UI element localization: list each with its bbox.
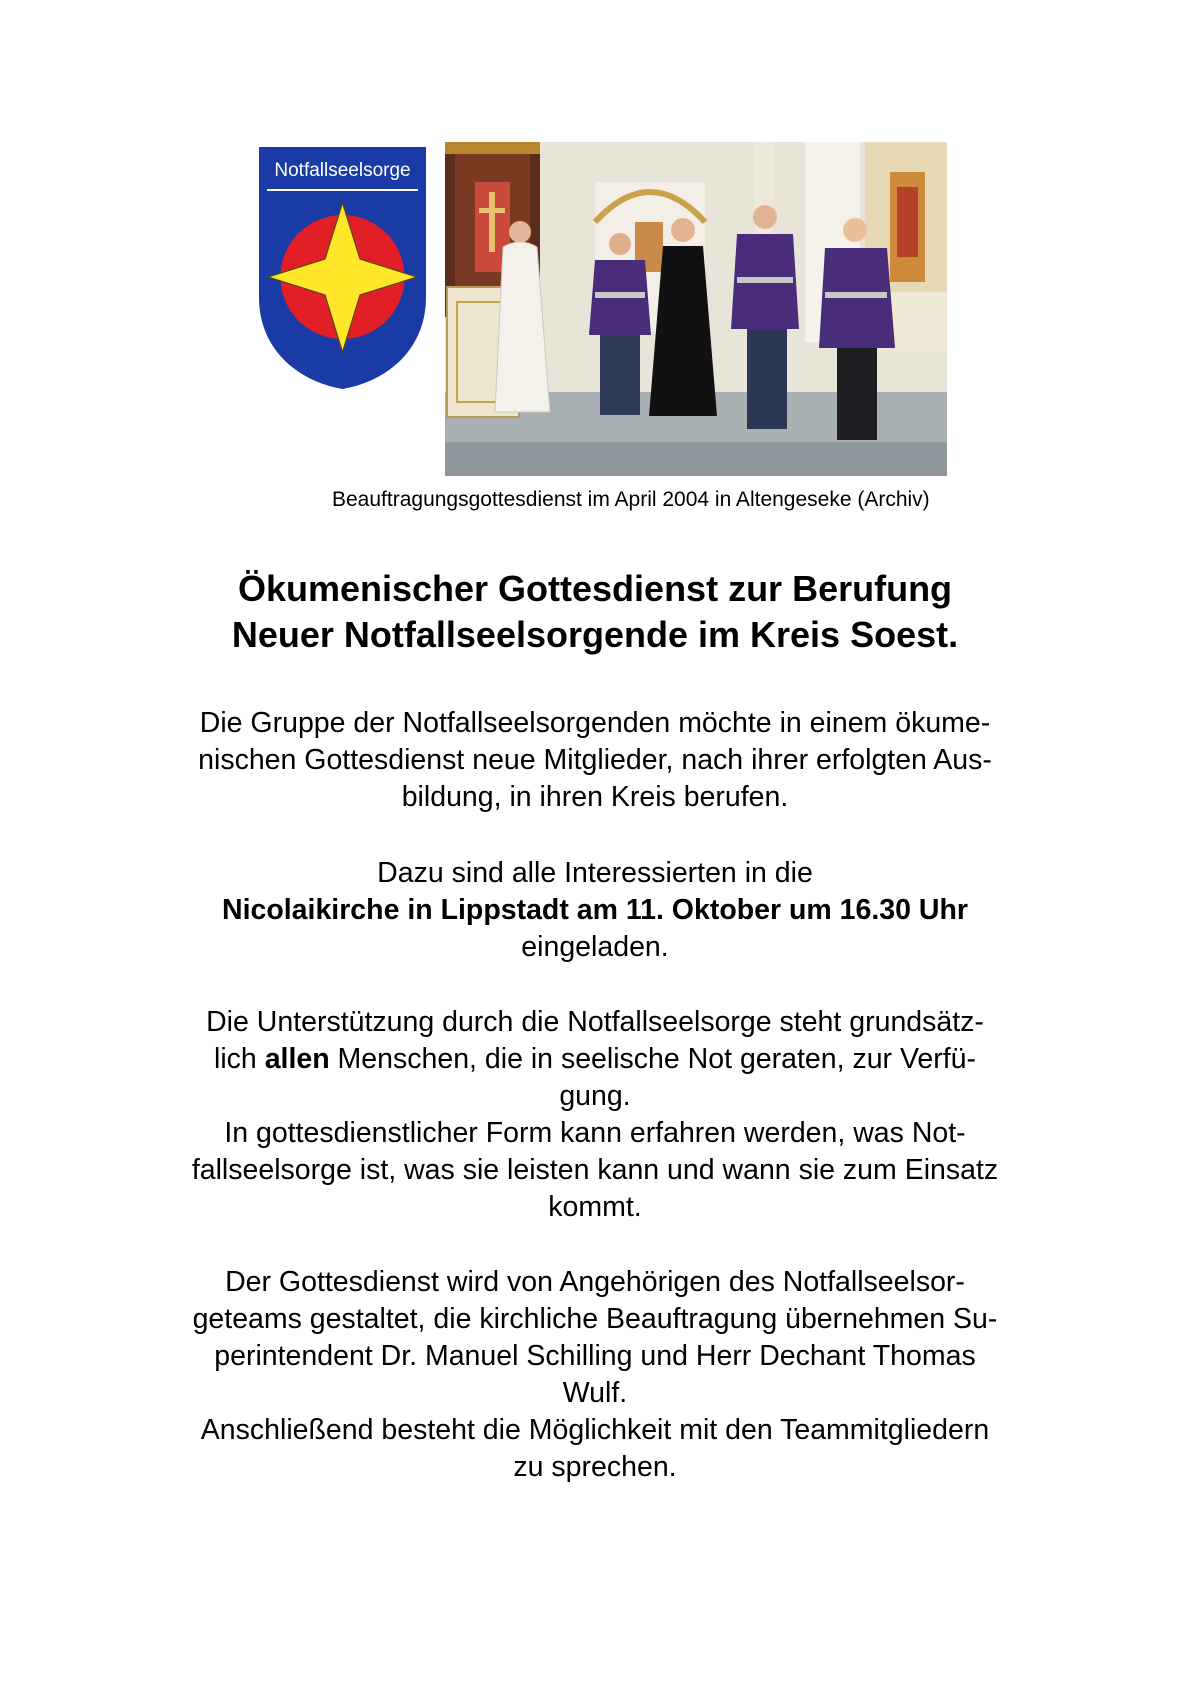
text-line: Anschließend besteht die Möglichkeit mit den Teammitgliedern <box>200 1414 990 1446</box>
text-line: Dazu sind alle Interessierten in die <box>377 857 813 889</box>
text-line: nischen Gottesdienst neue Mitglieder, nach ihrer erfolgten Aus- <box>198 744 992 776</box>
intro-paragraph <box>100 705 1090 816</box>
text-line: geteams gestaltet, die kirchliche Beauftragung übernehmen Su- <box>192 1303 998 1335</box>
team-paragraph <box>100 1264 1090 1486</box>
text-line: perintendent Dr. Manuel Schilling und Herr Dechant Thomas <box>214 1340 976 1372</box>
emphasis-allen: allen <box>264 1043 330 1075</box>
text-line: zu sprechen. <box>513 1451 677 1483</box>
text-line: Die Gruppe der Notfallseelsorgenden möchte in einem ökume- <box>199 707 991 739</box>
invitation-paragraph <box>100 855 1090 966</box>
text-segment: Menschen, die in seelische Not geraten, zur Verfü- <box>329 1043 976 1075</box>
title-line-1: Ökumenischer Gottesdienst zur Berufung <box>237 568 953 609</box>
photo-caption: Beauftragungsgottesdienst im April 2004 in Altengeseke (Archiv) <box>332 488 930 511</box>
text-line: eingeladen. <box>521 931 669 963</box>
title-line-2: Neuer Notfallseelsorgende im Kreis Soest. <box>231 614 959 655</box>
church-photo <box>445 142 947 476</box>
text-line: bildung, in ihren Kreis berufen. <box>401 781 789 813</box>
text-line: gung. <box>559 1080 631 1112</box>
event-location-date <box>100 892 1090 929</box>
logo-label: Notfallseelsorge <box>274 160 411 181</box>
text-line: In gottesdienstlicher Form kann erfahren werden, was Not- <box>224 1117 966 1149</box>
notfallseelsorge-logo <box>259 147 426 389</box>
text-line: Wulf. <box>562 1377 628 1409</box>
text-line: fallseelsorge ist, was sie leisten kann und wann sie zum Einsatz <box>191 1154 999 1186</box>
text-line <box>100 1041 1090 1078</box>
text-line: Die Unterstützung durch die Notfallseelsorge steht grundsätz- <box>206 1006 984 1038</box>
text-line: kommt. <box>548 1191 642 1223</box>
page-title <box>100 566 1090 658</box>
text-segment: lich <box>214 1043 265 1075</box>
text-line: Der Gottesdienst wird von Angehörigen des Notfallseelsor- <box>225 1266 965 1298</box>
support-paragraph <box>100 1004 1090 1226</box>
event-details: Nicolaikirche in Lippstadt am 11. Oktober um 16.30 Uhr <box>222 894 968 926</box>
